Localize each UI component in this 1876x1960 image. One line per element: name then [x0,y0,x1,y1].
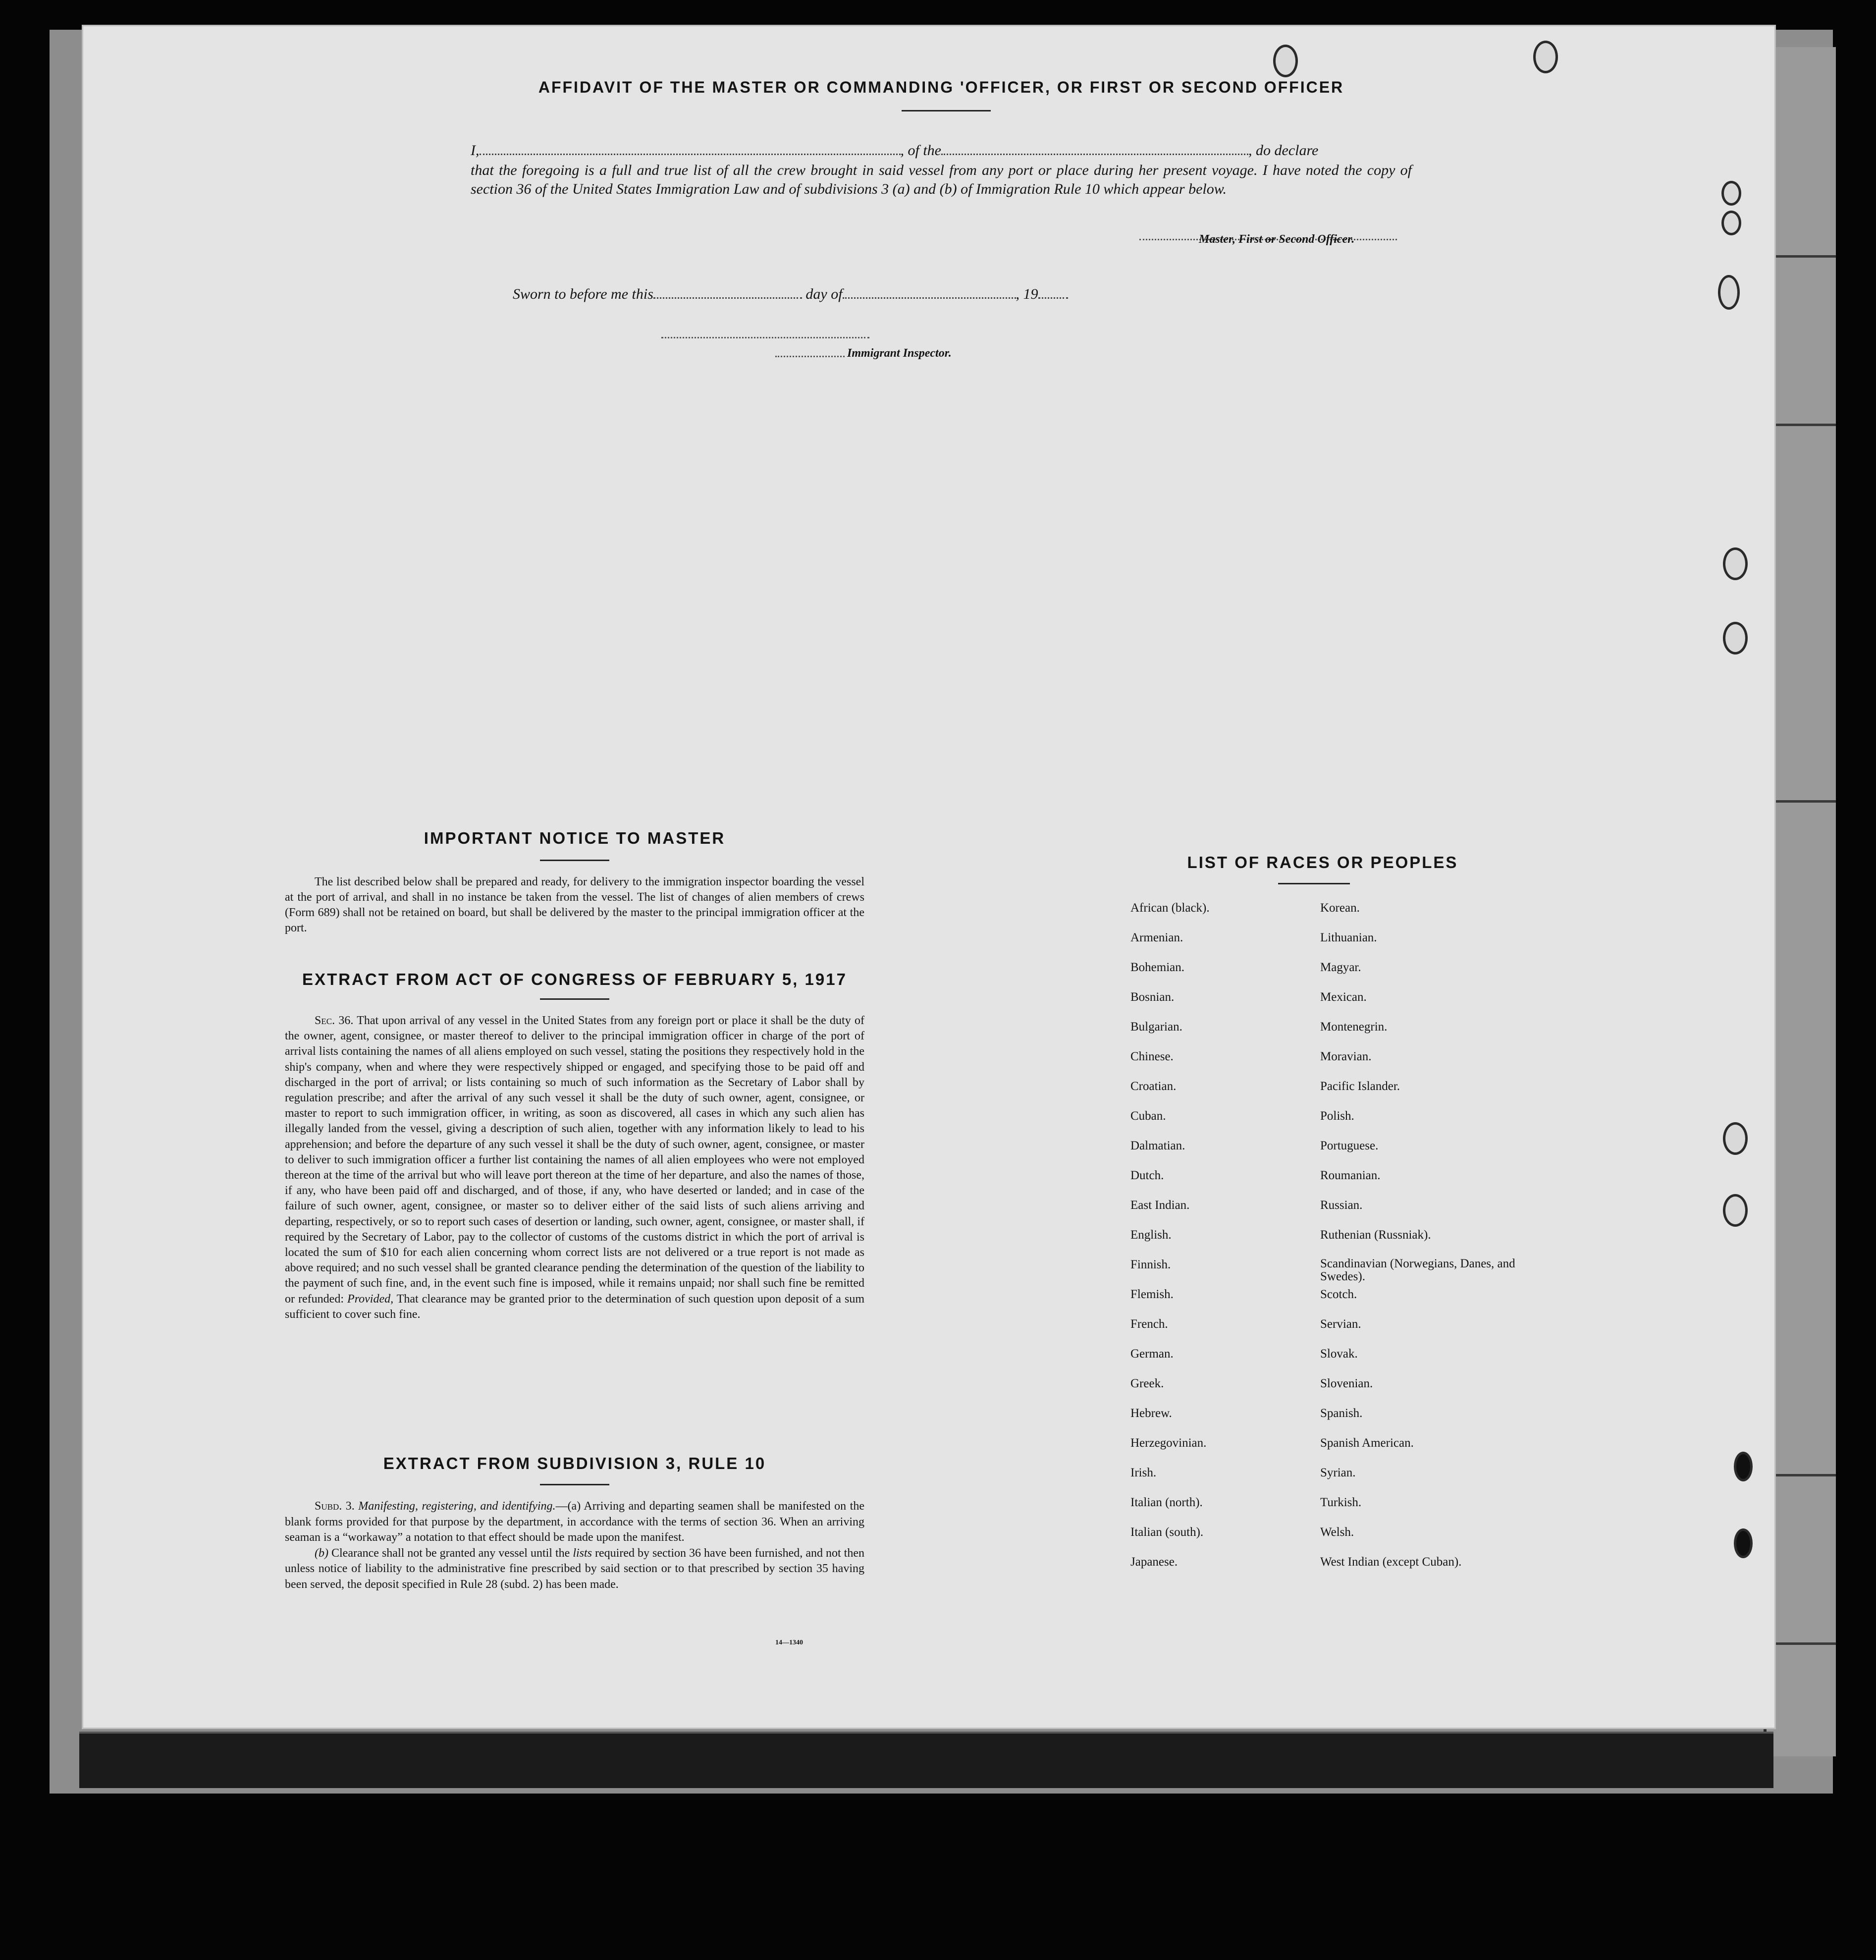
day-of-label: day of [805,286,843,302]
sworn-label: Sworn to before me this [513,286,653,302]
act-text-end: That clearance may be granted prior to the determination of such question upon deposit of a sum sufficient to cover such fine. [285,1292,865,1321]
races-title: LIST OF RACES OR PEOPLES [1187,853,1458,871]
declare-label: , do declare [1248,142,1319,159]
rule10-rule [540,1484,609,1485]
race-item: Italian (south). [1130,1525,1204,1539]
binder-hole [1533,41,1558,73]
binder-hole [1734,1452,1753,1481]
day-blank [653,297,802,299]
binder-hole [1723,622,1748,654]
race-item: Montenegrin. [1320,1020,1388,1034]
races-left-column [1130,901,1309,1584]
binder-hole [1723,547,1748,580]
race-item: Russian. [1320,1198,1363,1212]
race-item: Spanish American. [1320,1436,1414,1450]
race-item: Hebrew. [1130,1407,1172,1420]
race-item: Portuguese. [1320,1139,1379,1152]
month-blank [843,297,1016,299]
vessel-name-blank [941,154,1248,155]
rule10-title: EXTRACT FROM SUBDIVISION 3, RULE 10 [383,1454,766,1472]
race-item: Scotch. [1320,1288,1357,1301]
binder-hole [1273,45,1298,77]
race-item: African (black). [1130,901,1210,915]
race-item: Herzegovinian. [1130,1436,1207,1450]
race-item: East Indian. [1130,1198,1190,1212]
bottom-strip [79,1732,1773,1788]
race-item: Syrian. [1320,1466,1356,1479]
race-item: Moravian. [1320,1050,1372,1063]
race-item: Bohemian. [1130,961,1185,974]
race-item: Japanese. [1130,1555,1178,1569]
para-a-text: Arriving and departing seamen shall be manifested on the blank forms provided for that purpose by the department, in accordance with the terms of section 36. When an arriving seaman is a “workaway” a notation to that effect should be made upon the manifest. [285,1500,865,1544]
affidavit-title: AFFIDAVIT OF THE MASTER OR COMMANDING 'OFFICER, OR FIRST OR SECOND OFFICER [538,78,1344,96]
race-item: English. [1130,1228,1172,1242]
act-text: 36. That upon arrival of any vessel in the United States from any foreign port or place it shall be the duty of the owner, agent, consignee, or master thereof to deliver to the principal immigration officer in charge of the port of arrival lists containing the names of all aliens employed on such vessel, stating the positions they respectively hold in the ship's company, when and where they were respectively shipped or engaged, and specifying those to be paid off and discharged in the port of arrival; or lists containing so much of such information as the Secretary of Labor shall by regulation prescribe; and after the arrival of any such vessel it shall be the duty of such owner, agent, consignee, or master to report to such immigration officer, in writing, as soon as discovered, all cases in which any such alien has illegally landed from the vessel, giving a description of such alien, together with any information likely to lead to his apprehension; and before the departure of any such vessel it shall be the duty of such owner, agent, consignee, or master to deliver to such immigration officer a further list containing the names of all alien employees who were not employed thereon at the time of the arrival but who will leave port thereon at the time of her departure, and also the names of those, if any, who have been paid off and discharged, and of those, if any, who have deserted or landed; and in case of the failure of such owner, agent, consignee, or master so to deliver either of the said lists of such aliens arriving and departing, respectively, or so to report such cases of desertion or landing, such owner, agent, consignee, or master shall, if required by the Secretary of Labor, pay to the collector of customs of the customs district in which the port of arrival is located the sum of $10 for each alien concerning whom correct lists are not delivered or a true report is not made as above required; and no such vessel shall be granted clearance pending the determination of the question of the liability to the payment of such fine, and, in the event such fine is imposed, while it remains unpaid; nor shall such fine be remitted or refunded: [285,1014,865,1306]
race-item: Chinese. [1130,1050,1174,1063]
para-a-marker: —(a) [555,1500,581,1513]
race-item: Pacific Islander. [1320,1080,1400,1093]
notice-rule [540,860,609,861]
rule10-body [285,1499,864,1592]
race-item: Mexican. [1320,990,1367,1004]
title-rule [902,110,991,111]
binder-hole [1721,211,1741,235]
binder-hole [1723,1122,1748,1155]
notice-text: The list described below shall be prepared and ready, for delivery to the immigration inspector boarding the vessel at the port of arrival, and shall in no instance be taken from the vessel. The list of changes of alien members of crews (Form 689) shall not be retained on board, but shall be delivered by the master to the principal immigration officer at the port. [285,875,864,934]
para-a-start: 3. [345,1500,355,1513]
race-item: Spanish. [1320,1407,1363,1420]
binder-hole [1718,275,1740,310]
race-item: Bulgarian. [1130,1020,1182,1034]
sworn-line [513,286,1068,303]
notice-title: IMPORTANT NOTICE TO MASTER [424,829,726,847]
race-item: Turkish. [1320,1496,1362,1509]
binder-hole [1734,1528,1753,1558]
race-item: Irish. [1130,1466,1157,1479]
form-number: 14—1340 [775,1639,803,1646]
para-b-lists: lists [573,1546,592,1560]
race-item: Roumanian. [1320,1169,1381,1182]
races-right-column [1320,901,1538,1584]
sec-label: Sec. [315,1014,335,1027]
race-item: Dutch. [1130,1169,1164,1182]
provided-label: Provided, [347,1292,394,1306]
race-item: Flemish. [1130,1288,1174,1301]
notice-body [285,874,864,936]
race-item: Welsh. [1320,1525,1354,1539]
race-item: Armenian. [1130,931,1183,944]
master-name-blank [480,154,901,155]
race-item: Slovenian. [1320,1377,1373,1390]
inspector-dots [775,356,845,357]
para-b-text-2: required by section 36 have been furnished, and not then unless notice of liability to the administrative fine prescribed by said section or to that prescribed by section 35 having been served, the deposit specified in Rule 28 (subd. 2) has been made. [285,1546,864,1591]
year-label: , 19 [1016,286,1038,302]
race-item: Greek. [1130,1377,1164,1390]
race-item: Lithuanian. [1320,931,1377,944]
inspector-label: Immigrant Inspector. [847,347,952,360]
act-body [285,1013,864,1322]
master-signature-label: Master, First or Second Officer. [1199,233,1355,246]
race-item: Finnish. [1130,1258,1171,1271]
races-rule [1278,883,1350,884]
act-rule [540,998,609,1000]
affidavit-text: that the foregoing is a full and true list of all the crew brought in said vessel from any port or place during her present voyage. I have noted the copy of section 36 of the United States Immigration Law and of subdivisions 3 (a) and (b) of Immigration Rule 10 which appear below. [471,162,1412,197]
act-title: EXTRACT FROM ACT OF CONGRESS OF FEBRUARY 5, 1917 [302,970,847,988]
para-b-marker: (b) [315,1546,328,1560]
affidavit-body [471,141,1412,199]
race-item: Italian (north). [1130,1496,1203,1509]
binder-hole [1721,181,1741,206]
race-item: Servian. [1320,1317,1361,1331]
race-item: German. [1130,1347,1174,1361]
subd-label: Subd. [315,1500,342,1513]
race-item: Ruthenian (Russniak). [1320,1228,1431,1242]
year-blank [1038,297,1068,299]
race-item: Korean. [1320,901,1360,915]
race-item: Slovak. [1320,1347,1358,1361]
race-item: French. [1130,1317,1168,1331]
of-the-label: , of the [900,142,941,159]
race-item: Croatian. [1130,1080,1177,1093]
race-item: Dalmatian. [1130,1139,1185,1152]
binder-hole [1723,1194,1748,1227]
race-item: Polish. [1320,1109,1354,1123]
inspector-signature-line [661,337,869,338]
para-a-heading: Manifesting, registering, and identifying. [358,1500,556,1513]
para-b-text-1: Clearance shall not be granted any vessel until the [331,1546,570,1560]
i-label: I, [471,142,480,159]
race-item: Scandinavian (Norwegians, Danes, and Swedes). [1320,1257,1515,1283]
race-item: Magyar. [1320,961,1361,974]
race-item: Cuban. [1130,1109,1166,1123]
race-item: West Indian (except Cuban). [1320,1555,1462,1569]
race-item: Bosnian. [1130,990,1175,1004]
